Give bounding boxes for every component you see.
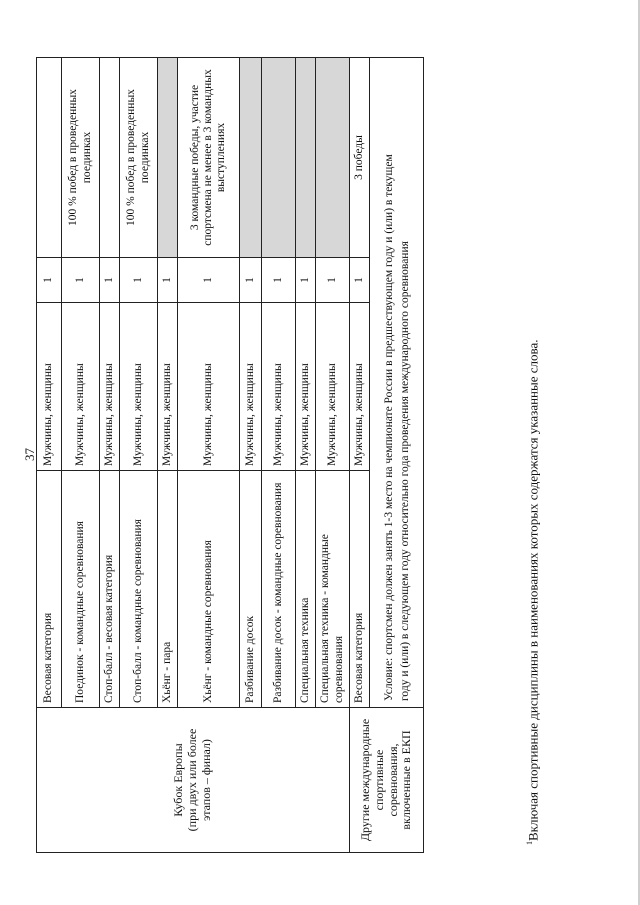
condition-cell — [370, 58, 424, 708]
discipline-cell: Весовая категория — [37, 471, 62, 708]
footnote-mark: 1 — [525, 841, 534, 845]
competition-label-line: соревнования, — [385, 743, 400, 817]
condition-text-line: Условие: спортсмен должен занять 1-3 место на чемпионате России в предшествующем году и (или) в текущем — [383, 154, 395, 701]
count-cell: 1 — [100, 258, 120, 303]
competition-label-line: (при двух или более — [185, 728, 200, 832]
discipline-cell: Специальная техника - командные соревнования — [316, 471, 350, 708]
count-cell: 1 — [296, 258, 316, 303]
count-cell: 1 — [178, 258, 240, 303]
requirement-cell — [37, 58, 62, 258]
competition-cell-europe-cup — [37, 708, 350, 853]
requirement-cell — [240, 58, 262, 258]
requirement-cell: 3 командные победы, участие спортсмена не менее в 3 командных выступлениях — [178, 58, 240, 258]
competition-label-line: Другие международные — [357, 718, 372, 842]
sex-cell: Мужчины, женщины — [350, 303, 370, 471]
requirement-cell — [100, 58, 120, 258]
count-cell: 1 — [262, 258, 296, 303]
requirement-cell — [316, 58, 350, 258]
condition-text-line: году и (или) в следующем году относительно года проведения международного соревнования — [398, 241, 411, 701]
sex-cell: Мужчины, женщины — [120, 303, 158, 471]
competition-cell-other — [350, 708, 424, 853]
sex-cell: Мужчины, женщины — [100, 303, 120, 471]
competition-label-line: этапов – финал) — [198, 739, 213, 821]
rotated-page-content — [22, 58, 541, 853]
count-cell: 1 — [37, 258, 62, 303]
count-cell: 1 — [240, 258, 262, 303]
sex-cell: Мужчины, женщины — [262, 303, 296, 471]
discipline-cell: Весовая категория — [350, 471, 370, 708]
count-cell: 1 — [62, 258, 100, 303]
requirement-cell — [296, 58, 316, 258]
requirement-cell: 100 % побед в проведенных поединках — [120, 58, 158, 258]
footnote-text: Включая спортивные дисциплины в наименованиях которых содержатся указанные слова. — [525, 339, 541, 841]
requirement-cell — [158, 58, 178, 258]
count-cell: 1 — [120, 258, 158, 303]
sex-cell: Мужчины, женщины — [296, 303, 316, 471]
sex-cell: Мужчины, женщины — [240, 303, 262, 471]
sex-cell: Мужчины, женщины — [62, 303, 100, 471]
requirement-cell: 100 % побед в проведенных поединках — [62, 58, 100, 258]
count-cell: 1 — [316, 258, 350, 303]
sports-qualification-table — [36, 57, 424, 853]
count-cell: 1 — [158, 258, 178, 303]
discipline-cell: Хьёнг - пара — [158, 471, 178, 708]
page-number: 37 — [22, 448, 37, 461]
footnote — [525, 340, 541, 846]
discipline-cell: Хьёнг - командные соревнования — [178, 471, 240, 708]
sex-cell: Мужчины, женщины — [37, 303, 62, 471]
discipline-cell: Стоп-балл - весовая категория — [100, 471, 120, 708]
table-body — [37, 58, 424, 853]
competition-label-line: Кубок Европы — [171, 743, 186, 817]
count-cell: 1 — [350, 258, 370, 303]
discipline-cell: Специальная техника — [296, 471, 316, 708]
table-row — [350, 58, 370, 853]
table-row — [37, 58, 62, 853]
discipline-cell: Разбивание досок - командные соревнования — [262, 471, 296, 708]
sex-cell: Мужчины, женщины — [316, 303, 350, 471]
sex-cell: Мужчины, женщины — [178, 303, 240, 471]
discipline-cell: Поединок - командные соревнования — [62, 471, 100, 708]
sex-cell: Мужчины, женщины — [158, 303, 178, 471]
discipline-cell: Разбивание досок — [240, 471, 262, 708]
requirement-cell: 3 победы — [350, 58, 370, 258]
requirement-cell — [262, 58, 296, 258]
discipline-cell: Стоп-балл - командные соревнования — [120, 471, 158, 708]
competition-label-line: включенные в ЕКП — [399, 730, 414, 830]
competition-label-line: спортивные — [371, 749, 386, 811]
